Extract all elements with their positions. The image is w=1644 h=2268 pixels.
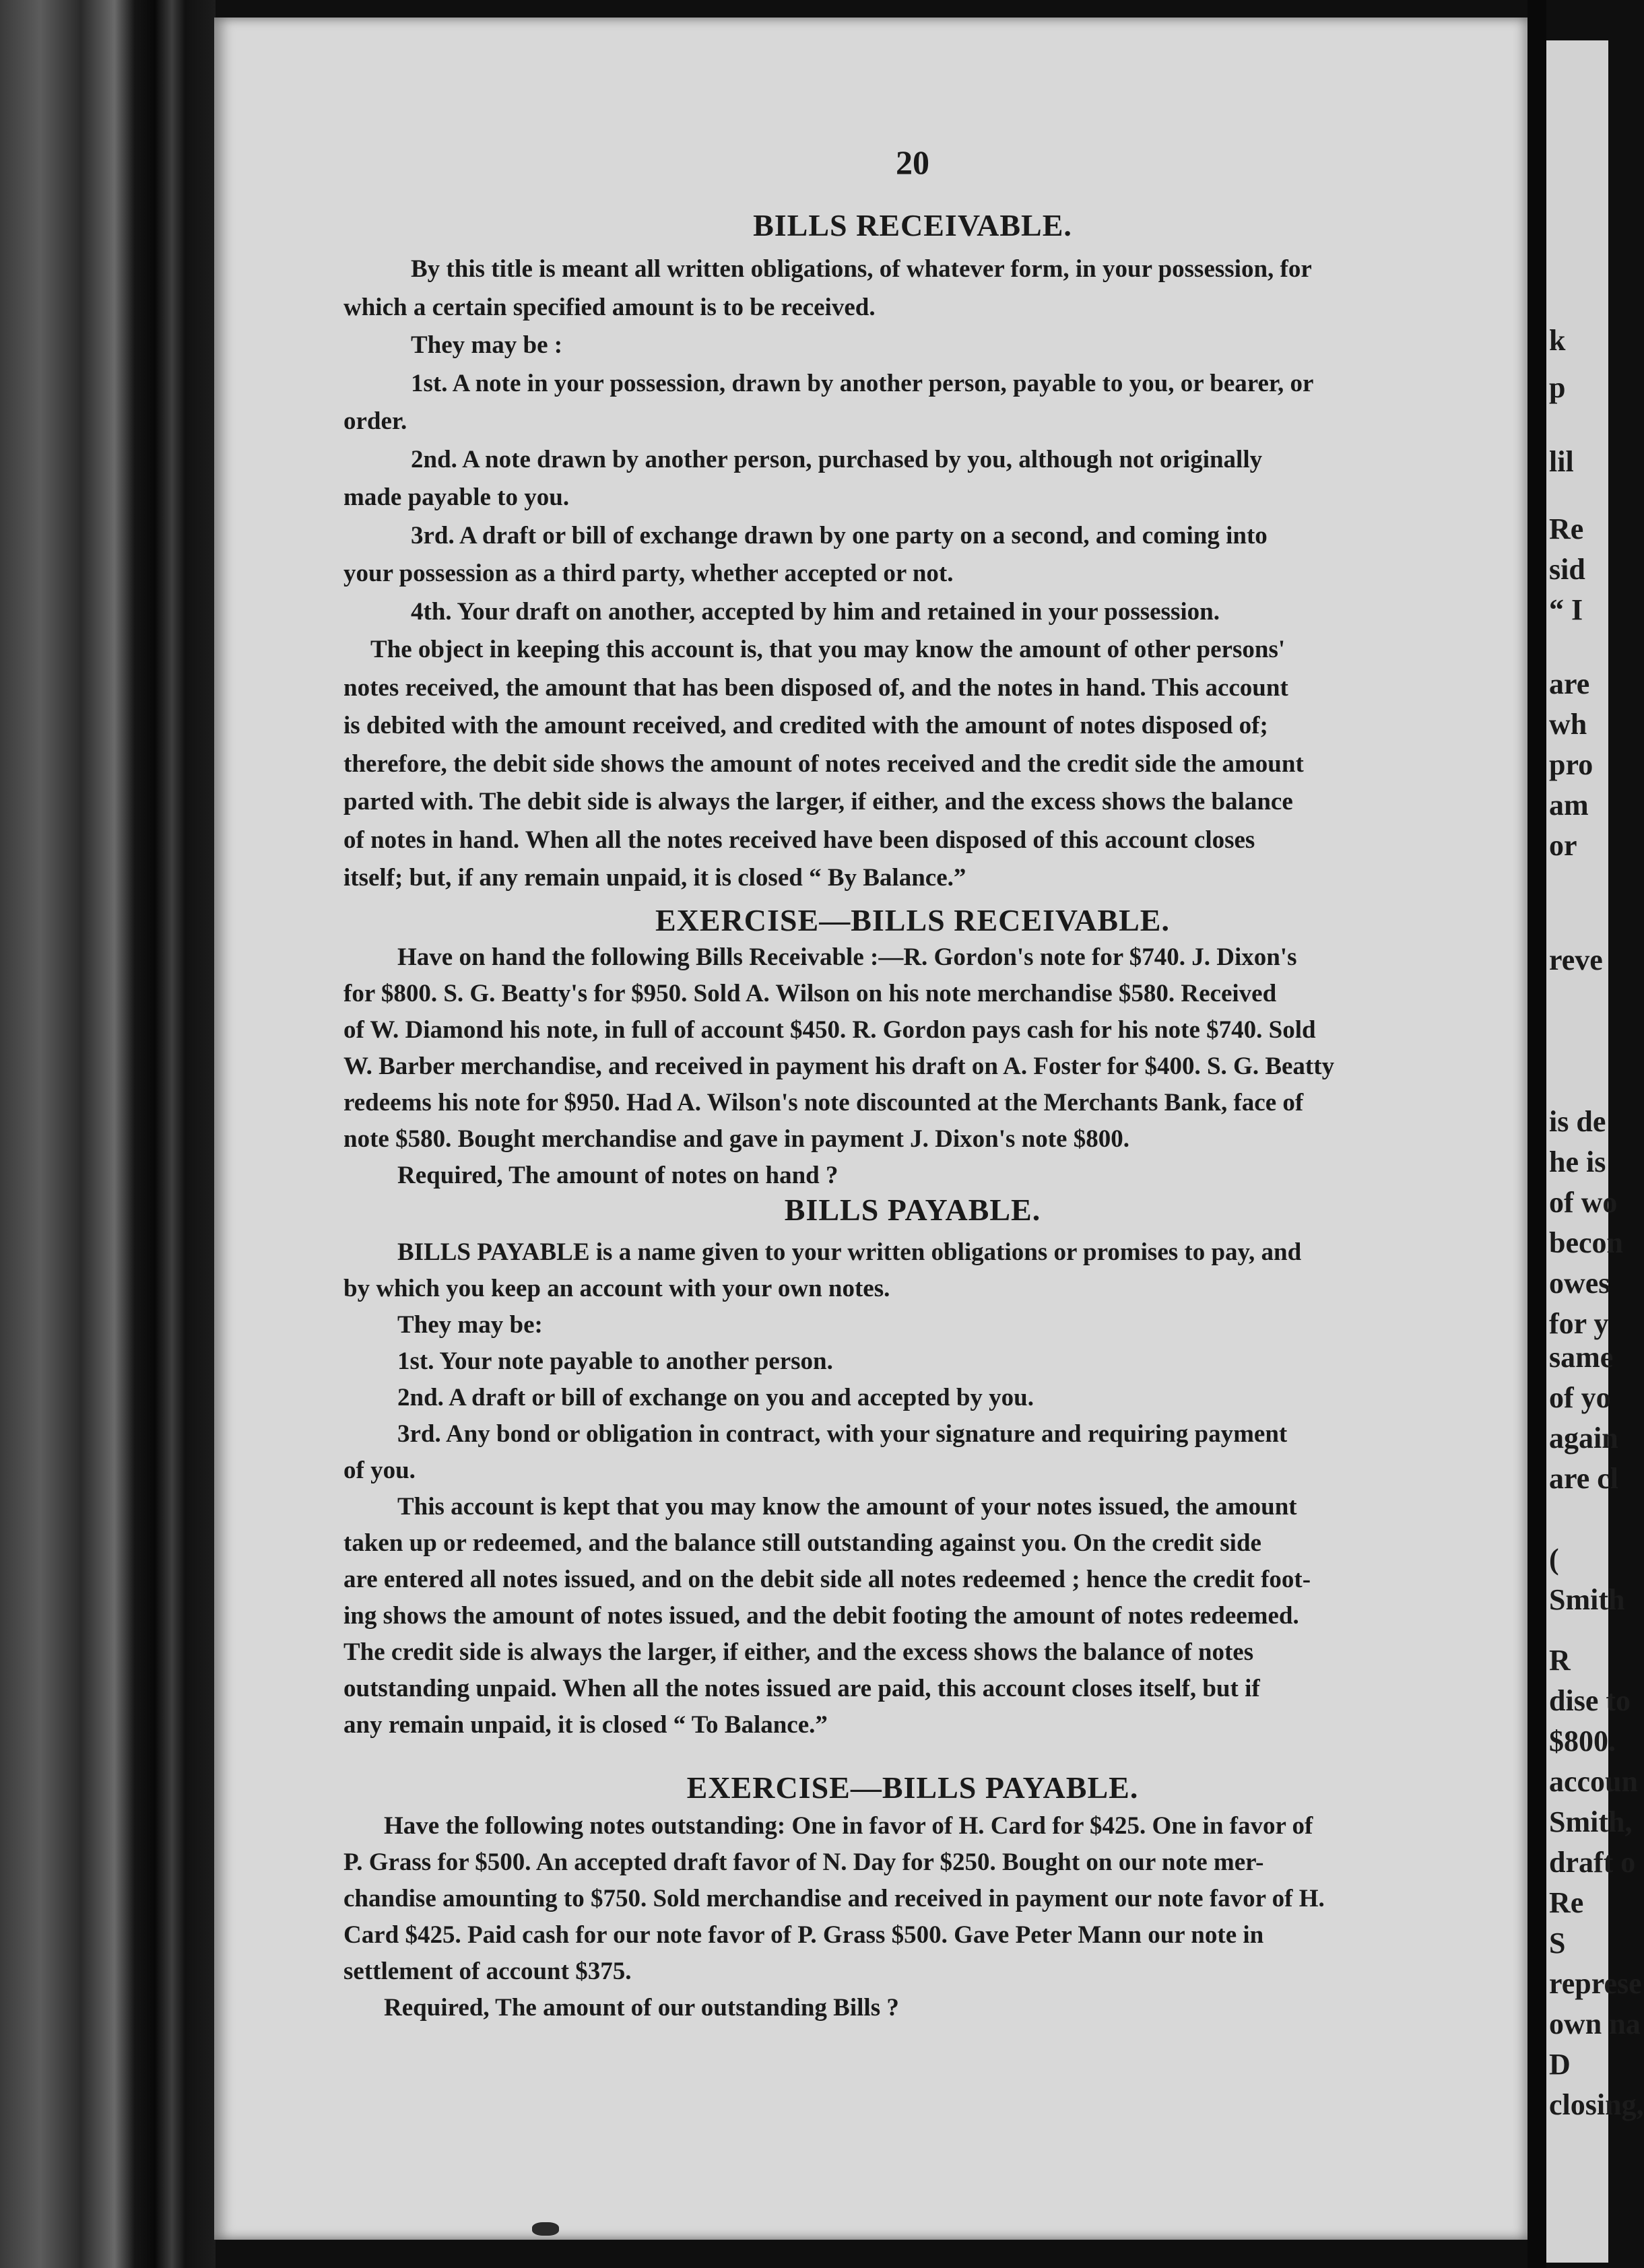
- exercise-line: of W. Diamond his note, in full of account $450. R. Gordon pays cash for his note $740. Sold: [343, 1016, 1316, 1044]
- adjacent-page-text-fragment: of yo: [1549, 1381, 1611, 1414]
- adjacent-page-text-fragment: Re: [1549, 1886, 1584, 1919]
- paragraph-line: 1st. A note in your possession, drawn by another person, payable to you, or bearer, or: [411, 369, 1314, 397]
- paragraph-line: notes received, the amount that has been disposed of, and the notes in hand. This account: [343, 673, 1288, 702]
- paragraph-line: made payable to you.: [343, 483, 570, 511]
- adjacent-page-text-fragment: becon: [1549, 1226, 1623, 1259]
- section-title-bills-payable: BILLS PAYABLE.: [784, 1193, 1041, 1227]
- adjacent-page-text-fragment: pro: [1549, 748, 1593, 781]
- exercise-line: Card $425. Paid cash for our note favor of P. Grass $500. Gave Peter Mann our note in: [343, 1921, 1264, 1949]
- adjacent-page-text-fragment: wh: [1549, 708, 1587, 741]
- paragraph-line: your possession as a third party, whether accepted or not.: [343, 560, 954, 587]
- paragraph-line: They may be:: [397, 1311, 543, 1339]
- paragraph-line: 4th. Your draft on another, accepted by him and retained in your possession.: [411, 597, 1220, 626]
- adjacent-page-text-fragment: again: [1549, 1422, 1618, 1455]
- adjacent-page-text-fragment: $800.: [1549, 1725, 1616, 1758]
- adjacent-page-text-fragment: “ I: [1549, 593, 1583, 626]
- adjacent-page-text-fragment: k: [1549, 324, 1566, 357]
- section-title-bills-receivable: BILLS RECEIVABLE.: [753, 208, 1072, 242]
- exercise-line: Have on hand the following Bills Receivable :—R. Gordon's note for $740. J. Dixon's: [397, 943, 1297, 971]
- paragraph-line: 1st. Your note payable to another person.: [397, 1347, 833, 1375]
- exercise-line: chandise amounting to $750. Sold merchandise and received in payment our note favor of H.: [343, 1885, 1325, 1912]
- exercise-title-bills-payable: EXERCISE—BILLS PAYABLE.: [686, 1770, 1139, 1805]
- adjacent-page-text-fragment: Re: [1549, 512, 1584, 545]
- exercise-line: W. Barber merchandise, and received in payment his draft on A. Foster for $400. S. G. Beatty: [343, 1053, 1335, 1080]
- book-spine: [0, 0, 216, 2268]
- exercise-line: Have the following notes outstanding: One in favor of H. Card for $425. One in favor of: [384, 1812, 1313, 1840]
- adjacent-page-text-fragment: for y: [1549, 1307, 1609, 1340]
- adjacent-page-text-fragment: am: [1549, 789, 1589, 822]
- adjacent-page-text-fragment: he is: [1549, 1145, 1606, 1178]
- paragraph-line: BILLS PAYABLE is a name given to your written obligations or promises to pay, and: [397, 1238, 1302, 1266]
- exercise-line: for $800. S. G. Beatty's for $950. Sold A. Wilson on his note merchandise $580. Received: [343, 980, 1277, 1007]
- paragraph-line: 2nd. A note drawn by another person, purchased by you, although not originally: [411, 445, 1263, 473]
- paragraph-line: which a certain specified amount is to be received.: [343, 293, 876, 321]
- adjacent-page-text-fragment: are: [1549, 667, 1590, 700]
- adjacent-page-text-fragment: S: [1549, 1927, 1566, 1960]
- adjacent-page-text-fragment: D: [1549, 2048, 1571, 2081]
- adjacent-page-text-fragment: or: [1549, 829, 1577, 862]
- adjacent-page-text-fragment: Smith,: [1549, 1805, 1633, 1838]
- paragraph-line: any remain unpaid, it is closed “ To Balance.”: [343, 1711, 828, 1739]
- exercise-line: redeems his note for $950. Had A. Wilson's note discounted at the Merchants Bank, face of: [343, 1089, 1304, 1116]
- adjacent-page-text-fragment: is de: [1549, 1105, 1606, 1138]
- paragraph-line: They may be :: [411, 331, 563, 359]
- exercise-line: settlement of account $375.: [343, 1958, 632, 1985]
- paragraph-line: 2nd. A draft or bill of exchange on you and accepted by you.: [397, 1384, 1034, 1411]
- adjacent-page-text-fragment: owes: [1549, 1267, 1610, 1300]
- paragraph-line: by which you keep an account with your own notes.: [343, 1275, 890, 1302]
- exercise-line: Required, The amount of our outstanding Bills ?: [384, 1994, 899, 2022]
- exercise-line: note $580. Bought merchandise and gave in payment J. Dixon's note $800.: [343, 1125, 1129, 1153]
- paragraph-line: outstanding unpaid. When all the notes issued are paid, this account closes itself, but if: [343, 1675, 1260, 1702]
- paragraph-line: parted with. The debit side is always the larger, if either, and the excess shows the balance: [343, 788, 1293, 815]
- paragraph-line: By this title is meant all written obligations, of whatever form, in your possession, for: [411, 255, 1312, 283]
- page-gutter: [1527, 0, 1546, 2268]
- exercise-line: Required, The amount of notes on hand ?: [397, 1162, 839, 1189]
- adjacent-page-text-fragment: same: [1549, 1341, 1614, 1374]
- adjacent-page-text-fragment: (: [1549, 1543, 1559, 1576]
- paragraph-line: ing shows the amount of notes issued, and the debit footing the amount of notes redeemed.: [343, 1602, 1299, 1630]
- paragraph-line: taken up or redeemed, and the balance still outstanding against you. On the credit side: [343, 1529, 1261, 1557]
- adjacent-page-text-fragment: reve: [1549, 943, 1603, 976]
- paragraph-line: of you.: [343, 1457, 416, 1484]
- adjacent-page-edge: [1546, 40, 1644, 2263]
- paragraph-line: therefore, the debit side shows the amount of notes received and the credit side the amount: [343, 749, 1304, 778]
- paragraph-line: 3rd. A draft or bill of exchange drawn by one party on a second, and coming into: [411, 521, 1268, 549]
- paragraph-line: This account is kept that you may know the amount of your notes issued, the amount: [397, 1493, 1297, 1521]
- adjacent-page-text-fragment: own na: [1549, 2007, 1641, 2040]
- paragraph-line: is debited with the amount received, and credited with the amount of notes disposed of;: [343, 712, 1268, 739]
- adjacent-page-text-fragment: represe: [1549, 1967, 1642, 2000]
- paragraph-line: itself; but, if any remain unpaid, it is closed “ By Balance.”: [343, 864, 966, 892]
- adjacent-page-text-fragment: closing,: [1549, 2088, 1644, 2121]
- adjacent-page-text-fragment: accoun: [1549, 1765, 1638, 1798]
- adjacent-page-text-fragment: p: [1549, 371, 1566, 404]
- paragraph-line: order.: [343, 407, 407, 435]
- adjacent-page-text-fragment: of wo: [1549, 1186, 1618, 1219]
- scan-artifact: [532, 2222, 559, 2236]
- exercise-line: P. Grass for $500. An accepted draft favor of N. Day for $250. Bought on our note mer-: [343, 1848, 1264, 1876]
- adjacent-page-text-fragment: lil: [1549, 445, 1574, 478]
- paragraph-line: The credit side is always the larger, if either, and the excess shows the balance of notes: [343, 1638, 1254, 1666]
- paragraph-line: of notes in hand. When all the notes received have been disposed of this account closes: [343, 826, 1255, 854]
- adjacent-page-text-fragment: draft o: [1549, 1846, 1636, 1879]
- page-number: 20: [896, 143, 929, 181]
- exercise-title-bills-receivable: EXERCISE—BILLS RECEIVABLE.: [655, 903, 1170, 937]
- adjacent-page-text-fragment: are cl: [1549, 1462, 1619, 1495]
- paragraph-line: 3rd. Any bond or obligation in contract, with your signature and requiring payment: [397, 1420, 1288, 1448]
- adjacent-page-text-fragment: R: [1549, 1644, 1571, 1677]
- paragraph-line: are entered all notes issued, and on the debit side all notes redeemed ; hence the credit foot-: [343, 1566, 1311, 1593]
- adjacent-page-text-fragment: sid: [1549, 553, 1585, 586]
- adjacent-page-text-fragment: dise to: [1549, 1684, 1631, 1717]
- adjacent-page-text-fragment: Smith: [1549, 1583, 1625, 1616]
- paragraph-line: The object in keeping this account is, that you may know the amount of other persons': [370, 636, 1286, 663]
